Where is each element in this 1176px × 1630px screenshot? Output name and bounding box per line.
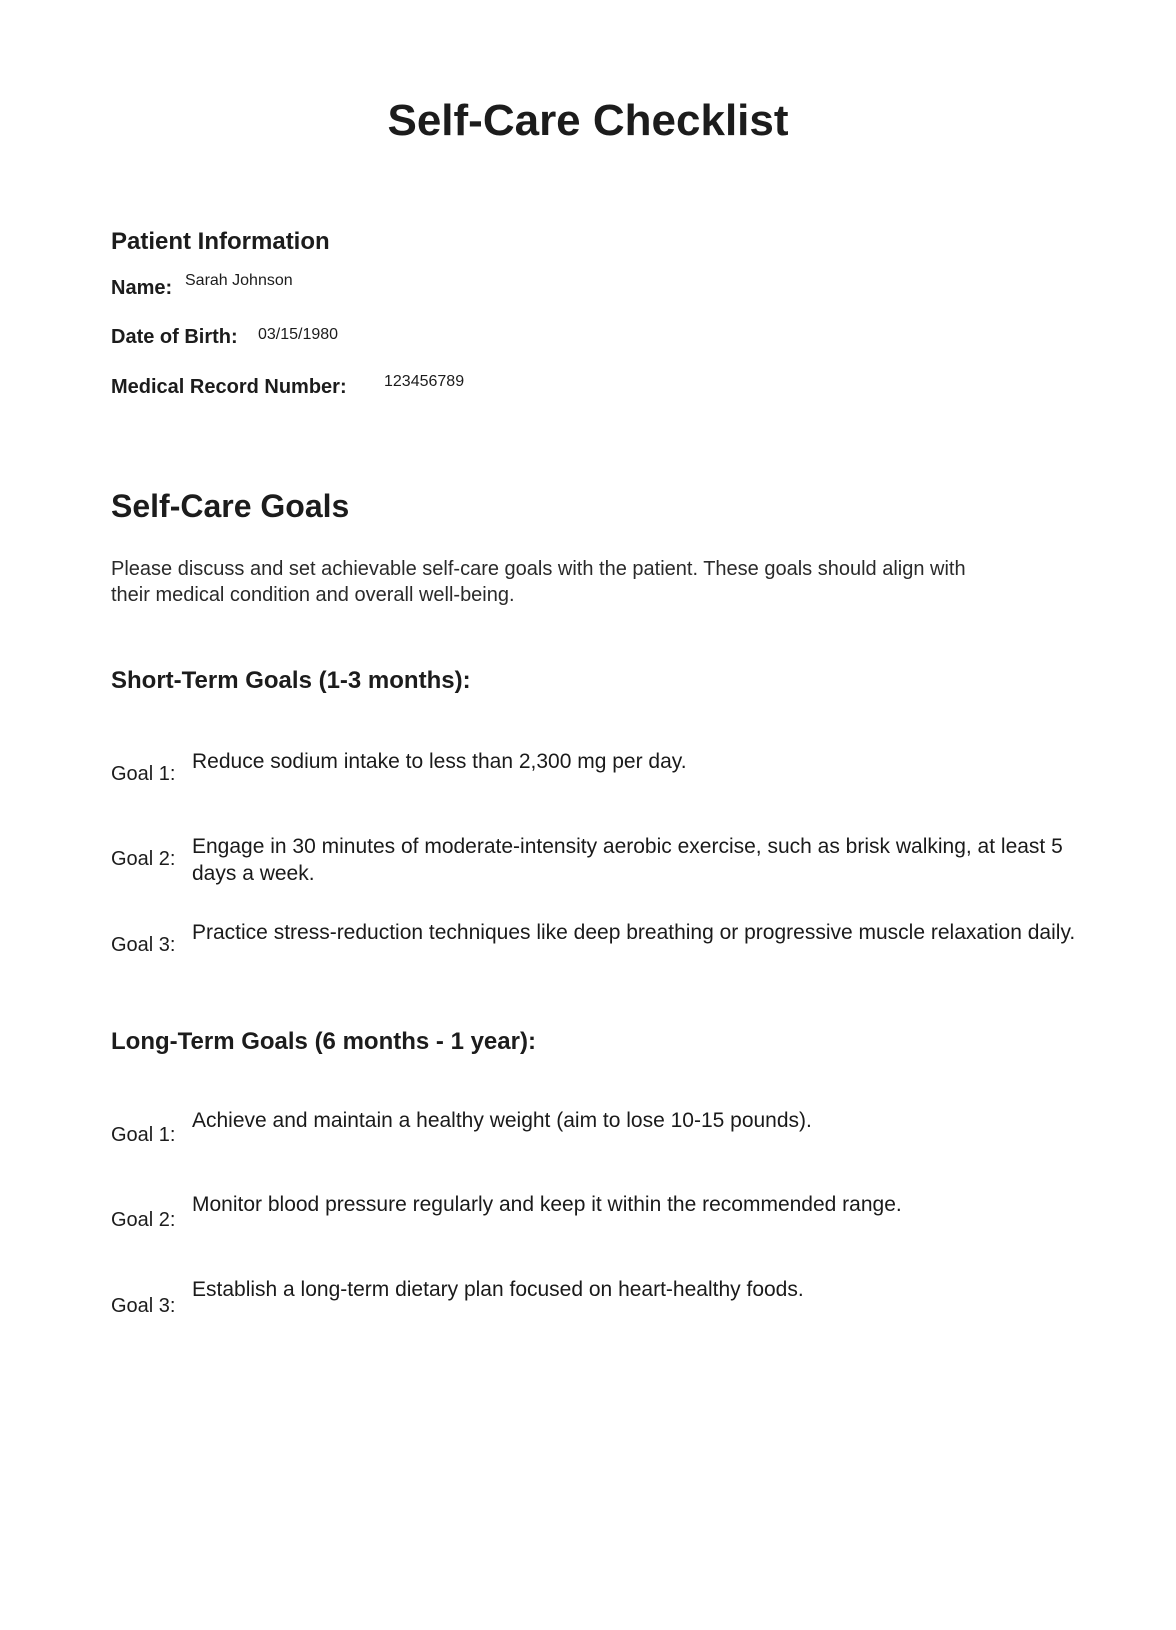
mrn-value: 123456789 bbox=[384, 373, 465, 390]
goal-label: Goal 2: bbox=[111, 848, 176, 870]
document-title: Self-Care Checklist bbox=[387, 96, 789, 145]
name-label: Name bbox=[111, 277, 166, 299]
dob-value: 03/15/1980 bbox=[258, 326, 339, 343]
goal-label: Goal 2: bbox=[111, 1209, 176, 1231]
long-term-goals-heading: Long-Term Goals (6 months - 1 year): bbox=[111, 1028, 536, 1055]
goal-text: Establish a long-term dietary plan focused on heart-healthy foods. bbox=[192, 1278, 804, 1301]
dob-label: Date of Birth bbox=[111, 326, 231, 348]
patient-info-heading: Patient Information bbox=[111, 228, 330, 255]
name-value: Sarah Johnson bbox=[185, 272, 293, 289]
goal-label: Goal 3: bbox=[111, 934, 176, 956]
goal-text: Achieve and maintain a healthy weight (aim to lose 10-15 pounds). bbox=[192, 1109, 812, 1132]
goal-text: Practice stress-reduction techniques like deep breathing or progressive muscle relaxation daily. bbox=[192, 921, 1076, 944]
goal-text: Reduce sodium intake to less than 2,300 mg per day. bbox=[192, 750, 687, 773]
mrn-field bbox=[111, 376, 347, 399]
self-care-goals-heading: Self-Care Goals bbox=[111, 488, 350, 524]
goal-text: Engage in 30 minutes of moderate-intensity aerobic exercise, such as brisk walking, at least 5 days a week. bbox=[192, 835, 1063, 885]
goals-intro-text: Please discuss and set achievable self-care goals with the patient. These goals should align with their medical condition and overall well-being. bbox=[111, 558, 966, 606]
goal-label: Goal 3: bbox=[111, 1295, 176, 1317]
goal-label: Goal 1: bbox=[111, 763, 176, 785]
goal-label: Goal 1: bbox=[111, 1124, 176, 1146]
goal-text: Monitor blood pressure regularly and keep it within the recommended range. bbox=[192, 1193, 902, 1216]
dob-field bbox=[111, 326, 238, 349]
mrn-label: Medical Record Number bbox=[111, 376, 340, 398]
short-term-goals-heading: Short-Term Goals (1-3 months): bbox=[111, 667, 471, 694]
name-field bbox=[111, 277, 172, 300]
name-colon: : bbox=[165, 277, 173, 299]
dob-colon: : bbox=[231, 326, 238, 348]
mrn-colon: : bbox=[339, 376, 347, 398]
